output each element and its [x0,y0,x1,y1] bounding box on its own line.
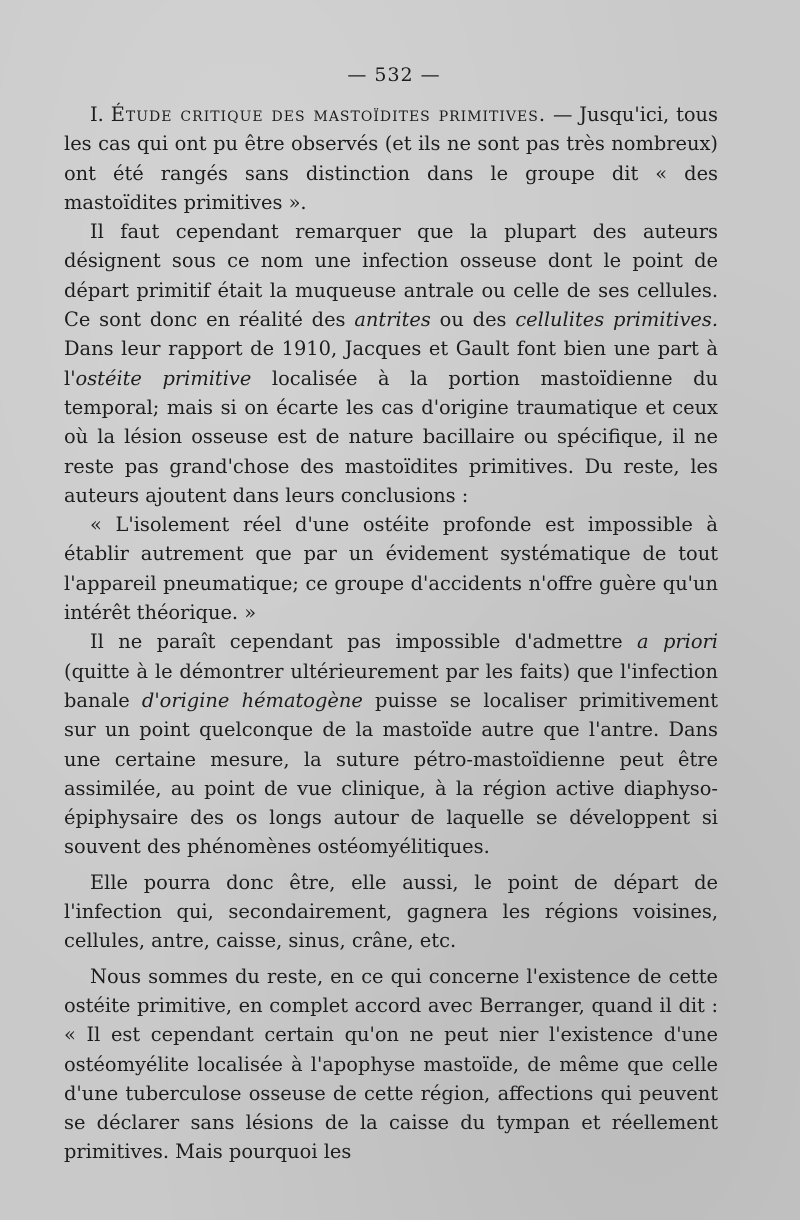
paragraph-quote: « L'isolement réel d'une ostéite profonde est impossible à établir autrement que par un évidement systématique de tout l'appareil pneumatique; ce groupe d'accidents n'offre guère qu'un intérêt théorique. » [64,513,718,625]
page-number: — 532 — [347,64,441,86]
italic-osteite-primitive: ostéite primitive [75,366,252,390]
body-text [64,100,718,1167]
section-numeral: I. [90,103,111,126]
paragraph-6: Nous sommes du reste, en ce qui concerne l'existence de cette ostéite primitive, en complet accord avec Berranger, quand il dit : « Il est cependant certain qu'on ne peut nier l'existence d'une ostéomyélite localisée à l'apophyse mastoïde, de même que celle d'une tuberculose osseuse de cette région, affections qui peuvent se déclarer sans lésions de la caisse du tympan et réellement primitives. Mais pourquoi les [64,964,718,1164]
paragraph-5: Elle pourra donc être, elle aussi, le point de départ de l'infection qui, secondairement, gagnera les régions voisines, cellules, antre, caisse, sinus, crâne, etc. [64,870,718,953]
paragraph-4 [64,627,718,861]
paragraph-4-text-2: (quitte à le démontrer ultérieurement par les faits) que l'infection banale [64,659,718,712]
paragraph-2-text-4: localisée à la portion mastoïdienne du temporal; mais si on écarte les cas d'origine traumatique et ceux où la lésion osseuse est de nature bacillaire ou spécifique, il ne reste pas grand'chose des mastoïdites primitives. Du reste, les auteurs ajoutent dans leurs conclusions : [64,366,718,507]
paragraph-2-text-1: Il faut cependant remarquer que la plupart des auteurs désignent sous ce nom une infection osseuse dont le point de départ primitif était la muqueuse antrale ou celle de ses cellules. Ce sont donc en réalité des [64,220,718,332]
paragraph-section-intro [64,100,718,217]
italic-cellulites-primitives: cellulites primitives. [515,308,718,332]
section-heading: Étude critique des mastoïdites primitives. [110,103,547,126]
section-lead-text: — Jusqu'ici, tous les cas qui ont pu être observés (et ils ne sont pas très nombreux) ont été rangés sans distinction dans le groupe dit « des mastoïdites primitives ». [64,103,718,214]
paragraph-4-text-3: puisse se localiser primitivement sur un point quelconque de la mastoïde autre que l'antre. Dans une certaine mesure, la suture pétro-mastoïdienne peut être assimilée, au point de vue clinique, à la région active diaphyso-épiphysaire des os longs autour de laquelle se développent si souvent des phénomènes ostéomyélitiques. [64,688,718,859]
italic-antrites: antrites [354,308,431,332]
paragraph-2 [64,217,718,510]
paragraph-2-text-3: Dans leur rapport de 1910, Jacques et Gault font bien une part à l' [64,337,718,390]
paragraph-2-text-2: ou des [430,308,516,332]
italic-a-priori: a priori [637,630,718,654]
paragraph-4-text-1: Il ne paraît cependant pas impossible d'admettre [90,630,638,654]
italic-origine-hematogene: d'origine hématogène [141,688,363,712]
